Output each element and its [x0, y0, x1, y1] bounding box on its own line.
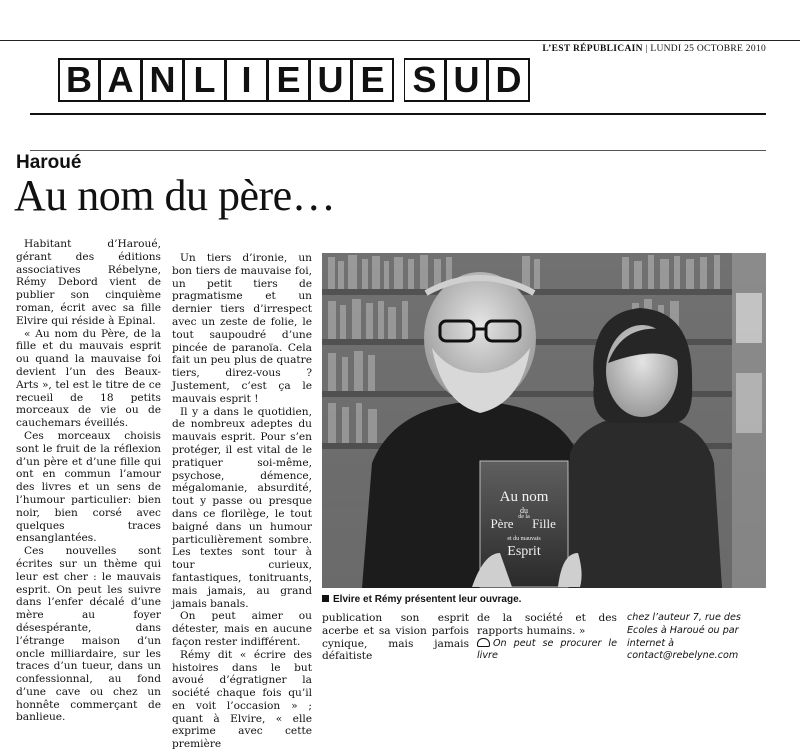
section-letter: N — [142, 58, 184, 102]
section-letter: A — [100, 58, 142, 102]
book-title-line: Fille — [532, 516, 556, 531]
article-headline: Au nom du père… — [14, 171, 336, 220]
paragraph: « Au nom du Père, de la fille et du mauvais esprit ou quand la mauvaise foi devient l’un des Beaux-Arts », tel est le titre de ce recueil de 18 petits morceaux de vie ou de cauchemars éveillés. — [16, 327, 161, 430]
section-letter: S — [404, 58, 446, 102]
section-letter: L — [184, 58, 226, 102]
section-letter: B — [58, 58, 100, 102]
section-letter: U — [310, 58, 352, 102]
book-title-line: Père — [490, 516, 514, 531]
paragraph: Un tiers d’ironie, un bon tiers de mauvaise foi, un petit tiers de pragmatisme et un dernier tiers d’irrespect avec un zeste de folie, le tout saupoudré d’une pincée de paranoïa. Cela fait un peu plus de quatre tiers, direz-vous ? Justement, c’est ça le mauvais esprit ! — [172, 252, 312, 405]
section-title — [58, 58, 530, 102]
section-letter: U — [446, 58, 488, 102]
section-letter: D — [488, 58, 530, 102]
paragraph: Ces nouvelles sont écrites sur un thème qui leur est cher : le mauvais esprit. On peut les suivre dans l’enfer décalé d’une mère au foyer désespérante, dans l’étrange maison d’un oncle milliardaire, sur les traces d’un tueur, dans un confessionnal, au fond d’une cave ou chez un honnête commerçant de banlieue. — [16, 545, 161, 724]
paragraph: Rémy dit « écrire des histoires dans le but avoué d’égratigner la société chaque fois qu’il en voit l’occasion » ; quant à Elvire, « elle exprime avec cette première — [172, 648, 312, 751]
paragraph: Il y a dans le quotidien, de nombreux adeptes du mauvais esprit. Pour s’en protéger, il est vital de le pratiquer soi-même, psychose, démence, mégalomanie, absurdité, tout y passe ou presque dans ce florilège, le tout baigné dans un humour particulièrement sombre. Les textes sont tour à tour curieux, fantastiques, tonitruants, mais jamais, au grand jamais banals. — [172, 405, 312, 610]
paragraph: publication son esprit acerbe et sa vision parfois cynique, mais jamais défaitiste — [322, 612, 469, 663]
photo-caption: Elvire et Rémy présentent leur ouvrage. — [322, 594, 521, 605]
paragraph: On peut aimer ou détester, mais en aucune façon rester indifférent. — [172, 610, 312, 648]
top-rule — [0, 40, 800, 41]
section-letter: I — [226, 58, 268, 102]
article-column-4 — [477, 612, 617, 663]
book-title-line: de la — [518, 514, 530, 520]
article-column-2 — [172, 252, 312, 751]
book-cover — [472, 461, 582, 587]
book-title-line: Esprit — [507, 544, 541, 559]
article-column-5: chez l’auteur 7, rue des Ecoles à Haroué ou par internet à contact@rebelyne.com — [627, 612, 741, 662]
article-column-1 — [16, 238, 161, 724]
paragraph: Habitant d’Haroué, gérant des éditions associatives Rébelyne, Rémy Debord vient de publier son cinquième roman, écrit avec sa fille Elvire qui réside à Epinal. — [16, 238, 161, 327]
phone-icon — [477, 638, 490, 647]
paragraph: de la société et des rapports humains. » — [477, 612, 617, 637]
section-letter: E — [352, 58, 394, 102]
square-bullet-icon — [322, 595, 329, 602]
purchase-note: On peut se procurer le livre — [477, 637, 617, 662]
section-rule — [30, 113, 766, 115]
book-title-line: et du mauvais — [507, 536, 541, 542]
book-title-line: du — [520, 506, 528, 515]
photo-illustration — [322, 253, 766, 588]
newspaper-name: L’EST RÉPUBLICAIN — [542, 44, 643, 54]
article-column-3 — [322, 612, 469, 663]
article-kicker: Haroué — [16, 152, 82, 173]
book-title-line: Au nom — [499, 489, 549, 505]
masthead: L’EST RÉPUBLICAIN | LUNDI 25 OCTOBRE 2010 — [542, 44, 766, 54]
article-rule — [30, 150, 766, 151]
section-letter: E — [268, 58, 310, 102]
paragraph: Ces morceaux choisis sont le fruit de la réflexion d’un père et d’une fille qui ont en commun l’amour des livres et un sens de l’humour particulier: bien noir, bien corsé avec quelques traces ensanglantées. — [16, 429, 161, 545]
article-photo — [322, 253, 766, 588]
issue-date: LUNDI 25 OCTOBRE 2010 — [650, 44, 766, 54]
